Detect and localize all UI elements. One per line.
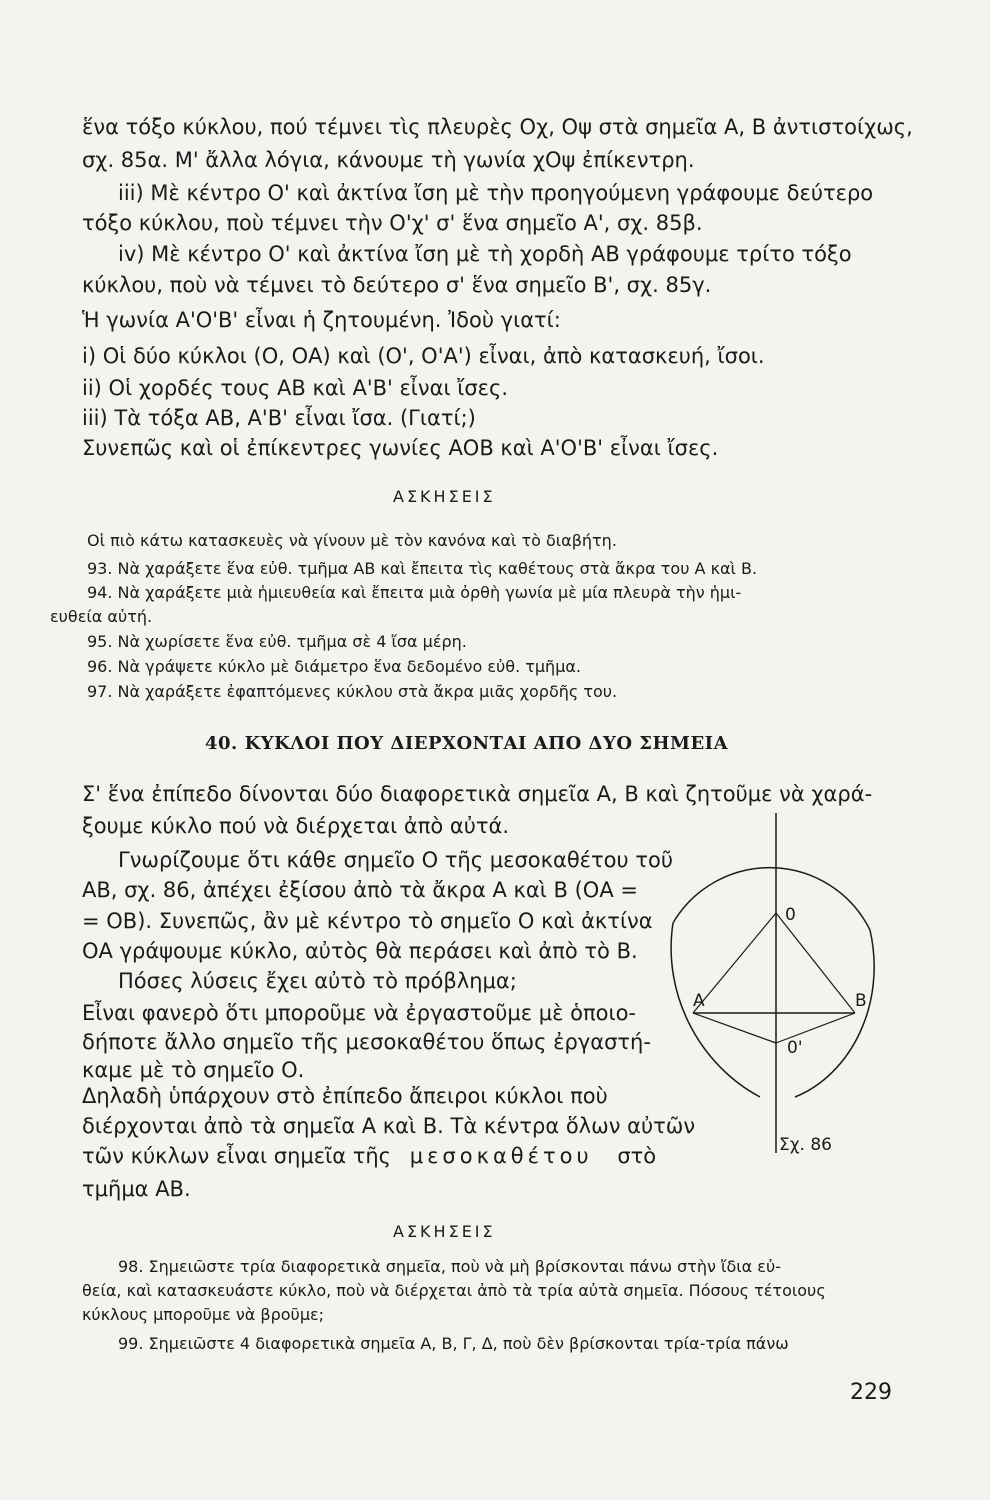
text-line: σχ. 85α. Μ' ἄλλα λόγια, κάνουμε τὴ γωνία χΟψ ἐπίκεντρη.	[82, 148, 695, 172]
text-line: ΑΒ, σχ. 86, ἀπέχει ἐξίσου ἀπὸ τὰ ἄκρα Α καὶ Β (ΟΑ =	[82, 878, 638, 902]
text-line: διέρχονται ἀπὸ τὰ σημεῖα Α καὶ Β. Τὰ κέντρα ὅλων αὐτῶν	[82, 1114, 696, 1138]
section-title: 40. ΚΥΚΛΟΙ ΠΟΥ ΔΙΕΡΧΟΝΤΑΙ ΑΠΟ ΔΥΟ ΣΗΜΕΙΑ	[205, 733, 729, 754]
exercises-title: ΑΣΚΗΣΕΙΣ	[393, 487, 496, 506]
text-line: Πόσες λύσεις ἔχει αὐτὸ τὸ πρόβλημα;	[118, 969, 517, 993]
text-line: κύκλου, ποὺ νὰ τέμνει τὸ δεύτερο σ' ἕνα σημεῖο Β', σχ. 85γ.	[82, 273, 712, 297]
text-line: Ἡ γωνία Α'Ο'Β' εἶναι ἡ ζητουμένη. Ἰδοὺ γιατί:	[82, 308, 561, 332]
exercise-item: κύκλους μποροῦμε νὰ βροῦμε;	[82, 1305, 325, 1324]
text-line: iv) Μὲ κέντρο Ο' καὶ ἀκτίνα ἴση μὲ τὴ χορδὴ ΑΒ γράφουμε τρίτο τόξο	[118, 242, 852, 266]
exercise-item: ευθεία αὐτή.	[50, 607, 153, 626]
text-line: ἕνα τόξο κύκλου, πού τέμνει τὶς πλευρὲς Οχ, Οψ στὰ σημεῖα Α, Β ἀντιστοίχως,	[82, 115, 913, 139]
emphasized-term: μεσοκαθέτου	[409, 1144, 593, 1168]
label-O-prime: 0'	[787, 1038, 803, 1058]
exercise-item: 99. Σημειῶστε 4 διαφορετικὰ σημεῖα Α, Β, Γ, Δ, ποὺ δὲν βρίσκονται τρία-τρία πάνω	[118, 1334, 789, 1353]
text-line: ξουμε κύκλο πού νὰ διέρχεται ἀπὸ αὐτά.	[82, 814, 510, 838]
label-B: Β	[855, 991, 867, 1011]
text-line: i) Οἱ δύο κύκλοι (Ο, ΟΑ) καὶ (Ο', Ο'Α') εἶναι, ἀπὸ κατασκευή, ἴσοι.	[82, 344, 765, 368]
text-line: Δηλαδὴ ὑπάρχουν στὸ ἐπίπεδο ἄπειροι κύκλοι ποὺ	[82, 1084, 608, 1108]
text-line: ii) Οἱ χορδές τους ΑΒ καὶ Α'Β' εἶναι ἴσες.	[82, 376, 509, 400]
text-line: ΟΑ γράψουμε κύκλο, αὐτὸς θὰ περάσει καὶ ἀπὸ τὸ Β.	[82, 939, 638, 963]
exercise-item: 96. Νὰ γράψετε κύκλο μὲ διάμετρο ἕνα δεδομένο εὐθ. τμῆμα.	[87, 657, 581, 676]
exercise-item: 98. Σημειῶστε τρία διαφορετικὰ σημεῖα, ποὺ νὰ μὴ βρίσκονται πάνω στὴν ἴδια εὐ-	[118, 1257, 781, 1276]
exercise-item: 94. Νὰ χαράξετε μιὰ ἡμιευθεία καὶ ἔπειτα μιὰ ὀρθὴ γωνία μὲ μία πλευρὰ τὴν ἡμι-	[87, 583, 742, 602]
page-number: 229	[850, 1380, 892, 1405]
text-line: τμῆμα ΑΒ.	[82, 1177, 191, 1201]
exercise-item: 95. Νὰ χωρίσετε ἕνα εὐθ. τμῆμα σὲ 4 ἴσα μέρη.	[87, 632, 467, 651]
figure-caption: Σχ. 86	[779, 1135, 833, 1155]
text-line	[82, 1142, 656, 1170]
text-line: Γνωρίζουμε ὅτι κάθε σημεῖο Ο τῆς μεσοκαθέτου τοῦ	[118, 848, 673, 872]
text-line: Εἶναι φανερὸ ὅτι μποροῦμε νὰ ἐργαστοῦμε μὲ ὁποιο-	[82, 1001, 636, 1025]
text-line: iii) Μὲ κέντρο Ο' καὶ ἀκτίνα ἴση μὲ τὴν προηγούμενη γράφουμε δεύτερο	[118, 181, 874, 205]
exercise-item: 93. Νὰ χαράξετε ἕνα εὐθ. τμῆμα ΑΒ καὶ ἔπειτα τὶς καθέτους στὰ ἄκρα του Α καὶ Β.	[87, 559, 758, 578]
text-line: Συνεπῶς καὶ οἱ ἐπίκεντρες γωνίες ΑΟΒ καὶ Α'Ο'Β' εἶναι ἴσες.	[82, 436, 719, 460]
figure-86	[665, 805, 895, 1165]
label-O: 0	[785, 905, 796, 925]
exercise-item: 97. Νὰ χαράξετε ἐφαπτόμενες κύκλου στὰ ἄκρα μιᾶς χορδῆς του.	[87, 682, 618, 701]
text-line: iii) Τὰ τόξα ΑΒ, Α'Β' εἶναι ἴσα. (Γιατί;)	[82, 406, 476, 430]
text-line: τόξο κύκλου, ποὺ τέμνει τὴν Ο'χ' σ' ἕνα σημεῖο Α', σχ. 85β.	[82, 211, 703, 235]
label-A: Α	[693, 991, 705, 1011]
text-span: στὸ	[617, 1144, 657, 1168]
text-line: καμε μὲ τὸ σημεῖο Ο.	[82, 1058, 305, 1082]
exercise-item: θεία, καὶ κατασκευάστε κύκλο, ποὺ νὰ διέρχεται ἀπὸ τὰ τρία αὐτὰ σημεῖα. Πόσους τέτοιους	[82, 1281, 826, 1300]
text-line: δήποτε ἄλλο σημεῖο τῆς μεσοκαθέτου ὅπως ἐργαστή-	[82, 1030, 651, 1054]
exercises-intro: Οἱ πιὸ κάτω κατασκευὲς νὰ γίνουν μὲ τὸν κανόνα καὶ τὸ διαβήτη.	[87, 531, 617, 550]
text-span: τῶν κύκλων εἶναι σημεῖα τῆς	[82, 1144, 392, 1168]
text-line: = ΟΒ). Συνεπῶς, ἂν μὲ κέντρο τὸ σημεῖο Ο καὶ ἀκτίνα	[82, 909, 653, 933]
figure-86-drawing	[665, 805, 895, 1165]
exercises-title-2: ΑΣΚΗΣΕΙΣ	[393, 1222, 496, 1241]
text-line: Σ' ἕνα ἐπίπεδο δίνονται δύο διαφορετικὰ σημεῖα Α, Β καὶ ζητοῦμε νὰ χαρά-	[82, 782, 873, 806]
